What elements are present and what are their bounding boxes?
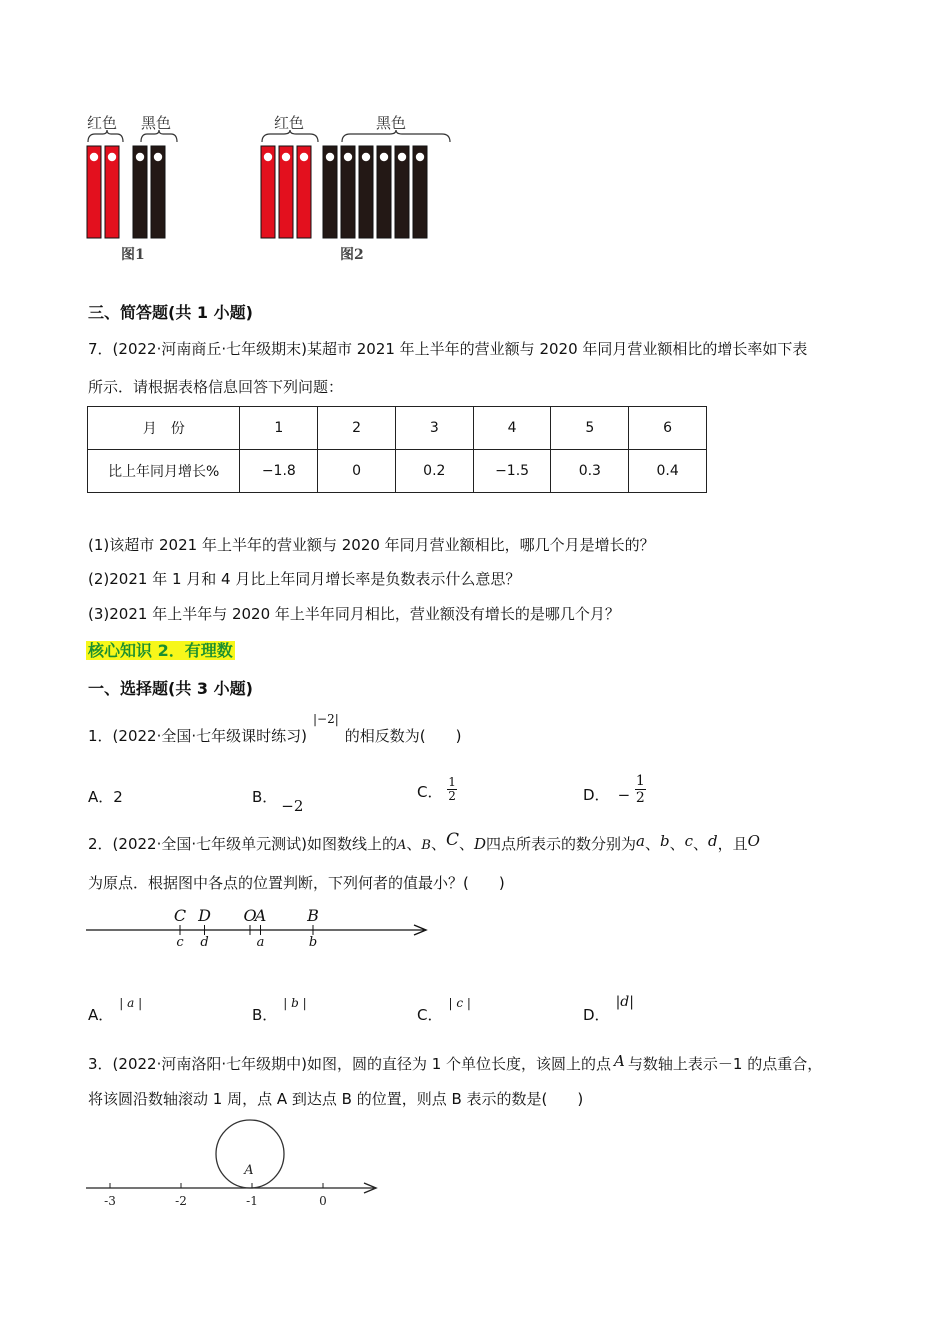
point-a: A xyxy=(396,838,407,853)
table-cell: 0.3 xyxy=(551,450,629,493)
table-cell: 2 xyxy=(318,407,396,450)
fig2-black-label: 黑色 xyxy=(376,114,407,132)
table-cell: 0.2 xyxy=(395,450,473,493)
table-cell: 比上年同月增长% xyxy=(88,450,240,493)
section-3-heading: 三、简答题(共 1 小题) xyxy=(88,303,253,322)
fig2-tiles xyxy=(258,128,463,240)
option-value: 2 xyxy=(113,788,123,806)
option-label: C． xyxy=(417,783,443,801)
q7-line2: 所示．请根据表格信息回答下列问题： xyxy=(88,378,344,396)
option-label: D． xyxy=(583,786,610,804)
table-cell: 0 xyxy=(318,450,396,493)
q2-text: 四点所表示的数分别为 xyxy=(486,835,637,853)
q2-text: 2．(2022·全国·七年级单元测试)如图数线上的 xyxy=(88,835,397,853)
q1-expr: |−2| xyxy=(312,712,339,726)
option-label: C． xyxy=(417,1006,443,1024)
axis-value-label: c xyxy=(176,935,184,950)
table-cell: 0.4 xyxy=(629,450,707,493)
table-cell: −1.5 xyxy=(473,450,551,493)
axis-point-label: A xyxy=(254,906,267,925)
fig2-red-label: 红色 xyxy=(274,114,305,132)
separator: 、 xyxy=(406,835,422,853)
point-d: D xyxy=(473,835,487,853)
q1-option-c[interactable] xyxy=(417,776,457,803)
separator: 、 xyxy=(693,835,709,853)
q1-option-d[interactable] xyxy=(583,773,646,806)
q3-line2: 将该圆沿数轴滚动 1 周，点 A 到达点 B 的位置，则点 B 表示的数是( ) xyxy=(88,1090,584,1108)
fig1-black-label: 黑色 xyxy=(141,114,172,132)
table-cell: 4 xyxy=(473,407,551,450)
q2-line1 xyxy=(88,830,760,854)
var-a: a xyxy=(636,832,645,850)
q1-suffix: 的相反数为( ) xyxy=(344,727,462,745)
fraction-numerator: 1 xyxy=(448,775,456,789)
tile-hole xyxy=(154,153,162,161)
table-cell: 5 xyxy=(551,407,629,450)
tick-label: 0 xyxy=(319,1194,327,1208)
table-cell: 6 xyxy=(629,407,707,450)
q2-option-c[interactable] xyxy=(417,996,471,1025)
axis-point-label: O xyxy=(243,906,257,925)
tile-hole xyxy=(300,153,308,161)
axis-value-label: d xyxy=(200,935,209,950)
option-value: | c | xyxy=(448,996,471,1010)
point-a: A xyxy=(614,1052,625,1070)
tick-label: -2 xyxy=(175,1194,187,1208)
axis-point-label: B xyxy=(307,906,319,925)
table-cell: −1.8 xyxy=(240,450,318,493)
q2-option-b[interactable] xyxy=(252,996,307,1025)
q3-text: 3．(2022·河南洛阳·七年级期中)如图，圆的直径为 1 个单位长度，该圆上的点 xyxy=(88,1055,612,1073)
separator: 、 xyxy=(458,835,474,853)
fraction-denominator: 2 xyxy=(635,790,645,806)
tile-hole xyxy=(326,153,334,161)
point-c: C xyxy=(445,830,459,850)
tile-hole xyxy=(344,153,352,161)
minus-sign: − xyxy=(617,786,631,804)
tile-hole xyxy=(282,153,290,161)
q7-line1: 7．(2022·河南商丘·七年级期末)某超市 2021 年上半年的营业额与 2020 年同月营业额相比的增长率如下表 xyxy=(88,340,808,358)
q2-text: ，且 xyxy=(717,835,748,853)
option-label: A． xyxy=(88,788,114,806)
fig2-caption: 图2 xyxy=(340,247,364,263)
growth-table xyxy=(87,406,707,493)
q2-option-a[interactable] xyxy=(88,996,143,1025)
point-o: O xyxy=(747,832,760,850)
option-value: | a | xyxy=(119,996,143,1010)
tile-hole xyxy=(108,153,116,161)
q7-sub3: (3)2021 年上半年与 2020 年上半年同月相比，营业额没有增长的是哪几个月？ xyxy=(88,605,620,623)
option-label: A． xyxy=(88,1006,114,1024)
q1-prefix: 1．(2022·全国·七年级课时练习) xyxy=(88,727,307,745)
option-value: |d| xyxy=(615,994,634,1010)
table-cell: 月 份 xyxy=(88,407,240,450)
tile-hole xyxy=(380,153,388,161)
tile-hole xyxy=(136,153,144,161)
q3-line1 xyxy=(88,1053,822,1074)
fraction-one-half xyxy=(635,773,646,806)
table-cell: 3 xyxy=(395,407,473,450)
fig1-red-label: 红色 xyxy=(87,114,118,132)
option-value: | b | xyxy=(283,996,307,1010)
fraction-denominator: 2 xyxy=(448,789,456,803)
knowledge-title-text: 核心知识 2．有理数 xyxy=(88,641,233,660)
table-row xyxy=(88,450,707,493)
number-line-q2 xyxy=(84,904,434,954)
q2-line2: 为原点．根据图中各点的位置判断，下列何者的值最小？( ) xyxy=(88,874,505,892)
var-c: c xyxy=(684,832,694,850)
tiles-figure-2 xyxy=(258,108,463,263)
circle-point-a: A xyxy=(244,1163,254,1178)
separator: 、 xyxy=(669,835,685,853)
q1-option-a[interactable] xyxy=(88,786,123,807)
tile-hole xyxy=(362,153,370,161)
tiles-figure-1 xyxy=(85,108,195,263)
fig1-tiles xyxy=(85,128,195,240)
section-1-heading: 一、选择题(共 3 小题) xyxy=(88,679,253,698)
fraction-numerator: 1 xyxy=(635,773,645,789)
tile-hole xyxy=(398,153,406,161)
axis-point-label: C xyxy=(173,906,187,925)
separator: 、 xyxy=(430,835,446,853)
number-line-q3 xyxy=(84,1116,384,1216)
table-header-row xyxy=(88,407,707,450)
q1-stem xyxy=(88,712,462,746)
tile-hole xyxy=(264,153,272,161)
separator: 、 xyxy=(644,835,660,853)
axis-value-label: a xyxy=(256,935,265,950)
option-label: D． xyxy=(583,1006,610,1024)
q7-sub1: (1)该超市 2021 年上半年的营业额与 2020 年同月营业额相比，哪几个月是增长的？ xyxy=(88,536,655,554)
point-b: B xyxy=(421,838,431,853)
axis-value-label: b xyxy=(308,935,318,950)
q1-option-b[interactable] xyxy=(252,786,304,815)
fraction-one-half xyxy=(447,776,457,803)
tile-hole xyxy=(416,153,424,161)
knowledge-2-title xyxy=(86,638,235,661)
tile-hole xyxy=(90,153,98,161)
q7-sub2: (2)2021 年 1 月和 4 月比上年同月增长率是负数表示什么意思？ xyxy=(88,570,521,588)
axis-point-label: D xyxy=(198,906,211,925)
option-label: B． xyxy=(252,788,278,806)
var-d: d xyxy=(708,832,718,850)
fig1-caption: 图1 xyxy=(121,247,145,263)
option-label: B． xyxy=(252,1006,278,1024)
q3-text: 与数轴上表示－1 的点重合， xyxy=(627,1055,823,1073)
tick-label: -1 xyxy=(246,1194,258,1208)
table-cell: 1 xyxy=(240,407,318,450)
option-value: −2 xyxy=(281,797,304,815)
var-b: b xyxy=(660,832,670,850)
tick-label: -3 xyxy=(104,1194,116,1208)
q2-option-d[interactable] xyxy=(583,994,634,1025)
